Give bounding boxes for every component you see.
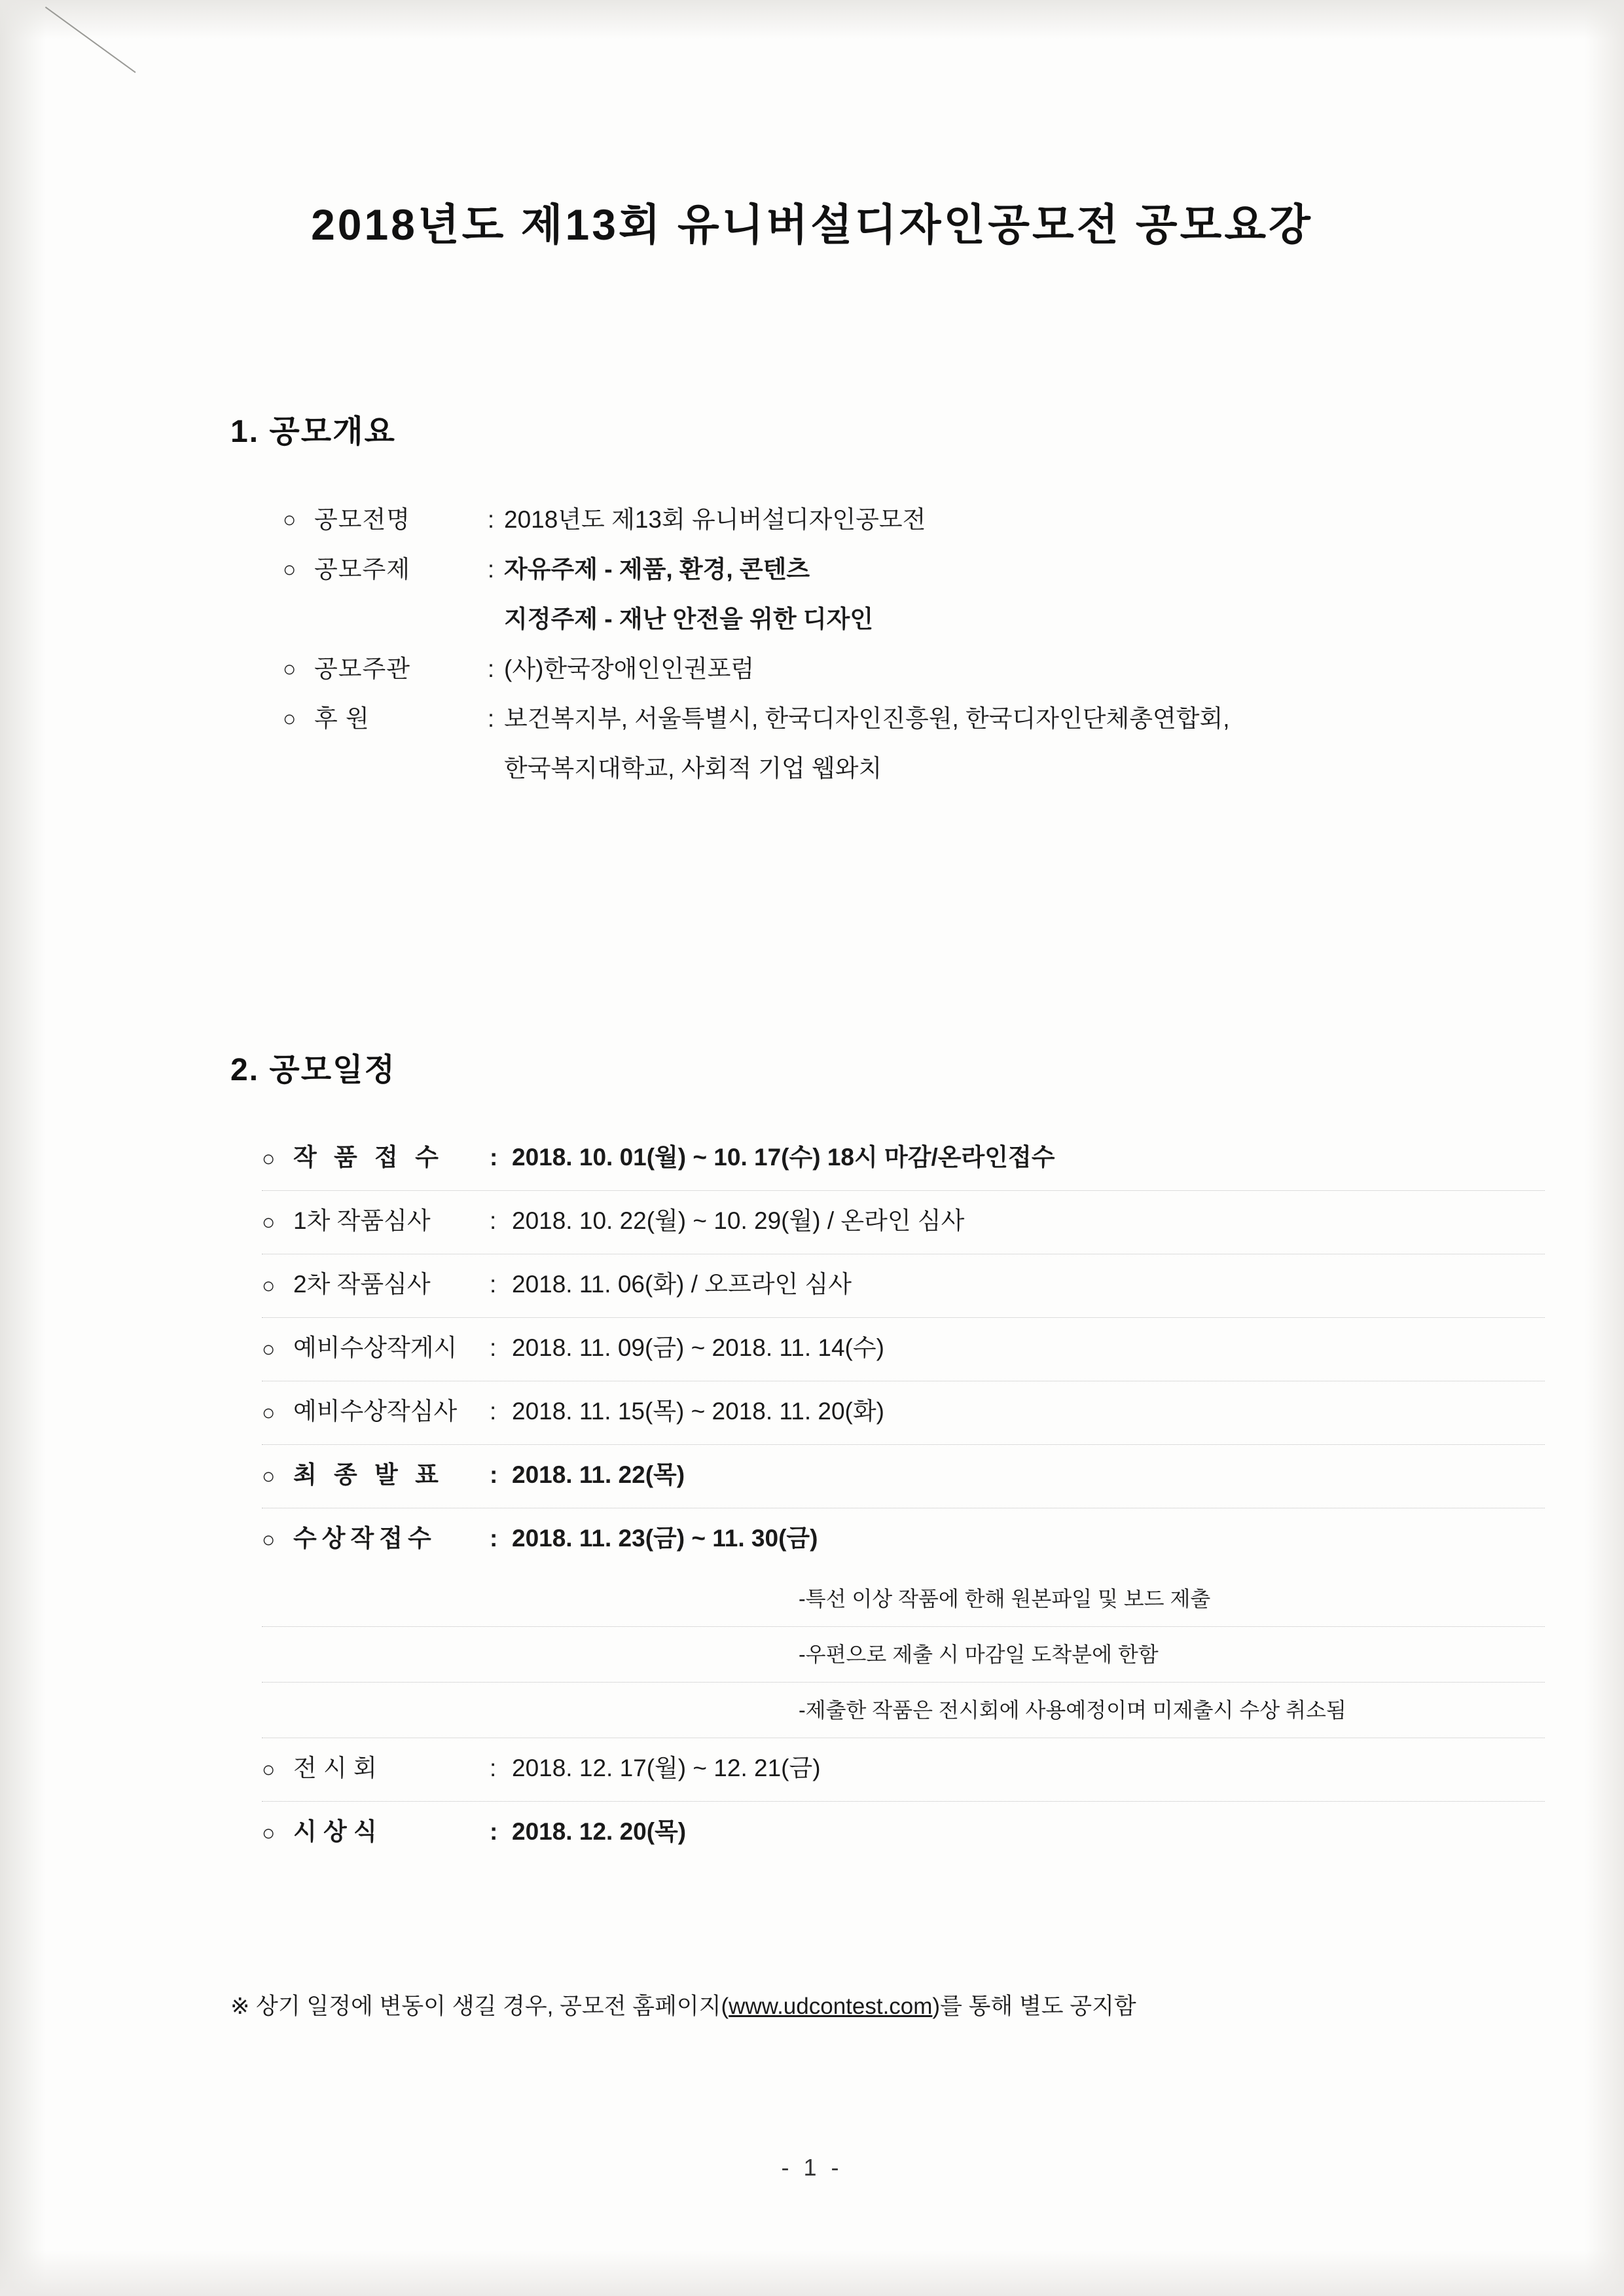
circle-bullet-icon: ○: [283, 507, 297, 532]
schedule-row: [262, 1802, 1545, 1865]
contest-website-link[interactable]: www.udcontest.com: [729, 1994, 933, 2019]
circle-bullet-icon: ○: [283, 657, 297, 682]
schedule-row-value: 2018. 11. 06(화) / 오프라인 심사: [512, 1271, 852, 1298]
page-title: 2018년도 제13회 유니버설디자인공모전 공모요강: [311, 200, 1313, 249]
schedule-sub-note: -특선 이상 작품에 한해 원본파일 및 보드 제출: [262, 1571, 1545, 1627]
schedule-change-footnote: [230, 1987, 1136, 2026]
circle-bullet-icon: ○: [262, 1821, 276, 1846]
schedule-row-colon: :: [490, 1818, 498, 1845]
circle-bullet-icon: ○: [262, 1757, 276, 1782]
schedule-sub-note: -우편으로 제출 시 마감일 도착분에 한함: [262, 1627, 1545, 1683]
overview-item: [283, 499, 1526, 541]
circle-bullet-icon: ○: [262, 1146, 276, 1171]
schedule-row-value: 2018. 11. 15(목) ~ 2018. 11. 20(화): [512, 1398, 884, 1425]
circle-bullet-icon: ○: [262, 1210, 276, 1235]
schedule-table: [262, 1127, 1545, 1865]
schedule-row-label: 전 시 회: [293, 1755, 377, 1781]
schedule-row: [262, 1381, 1545, 1445]
schedule-row: [262, 1508, 1545, 1571]
schedule-row: [262, 1254, 1545, 1318]
overview-item-label: 공모전명: [314, 506, 410, 533]
circle-bullet-icon: ○: [262, 1464, 276, 1489]
overview-item: [283, 698, 1526, 740]
footnote-prefix: ※ 상기 일정에 변동이 생길 경우, 공모전 홈페이지(: [230, 1994, 729, 2019]
schedule-row-value: 2018. 11. 09(금) ~ 2018. 11. 14(수): [512, 1334, 884, 1361]
overview-item-colon: :: [487, 705, 495, 732]
schedule-row-value: 2018. 12. 17(월) ~ 12. 21(금): [512, 1755, 821, 1781]
page-number: - 1 -: [781, 2154, 843, 2181]
circle-bullet-icon: ○: [262, 1273, 276, 1298]
overview-item-colon: :: [487, 506, 495, 533]
schedule-row-label: 예비수상작심사: [293, 1398, 458, 1425]
schedule-row-label: 1차 작품심사: [293, 1207, 431, 1234]
overview-list: [283, 499, 1526, 797]
schedule-row-colon: :: [490, 1207, 497, 1234]
footnote-suffix: )를 통해 별도 공지함: [932, 1994, 1136, 2019]
schedule-row: [262, 1318, 1545, 1381]
schedule-row: [262, 1445, 1545, 1508]
circle-bullet-icon: ○: [262, 1527, 276, 1552]
schedule-row-label: 시 상 식: [293, 1818, 377, 1845]
schedule-row-colon: :: [490, 1271, 497, 1298]
overview-item-label: 후 원: [314, 705, 370, 732]
schedule-row-value: 2018. 10. 01(월) ~ 10. 17(수) 18시 마감/온라인접수: [512, 1144, 1055, 1171]
schedule-row-value: 2018. 11. 22(목): [512, 1461, 685, 1488]
schedule-row-colon: :: [490, 1461, 498, 1488]
schedule-row: [262, 1738, 1545, 1802]
section-heading-schedule: 2. 공모일정: [230, 1053, 396, 1087]
schedule-row-colon: :: [490, 1334, 497, 1361]
schedule-row-label: 2차 작품심사: [293, 1271, 431, 1298]
schedule-sub-note: -제출한 작품은 전시회에 사용예정이며 미제출시 수상 취소됨: [262, 1683, 1545, 1738]
overview-item-value: (사)한국장애인인권포럼: [504, 655, 755, 682]
overview-item-label: 공모주관: [314, 655, 410, 682]
overview-item: [283, 549, 1526, 591]
schedule-row-label: 작 품 접 수: [293, 1144, 444, 1171]
schedule-row-value: 2018. 12. 20(목): [512, 1818, 687, 1845]
overview-item-continuation: 한국복지대학교, 사회적 기업 웹와치: [504, 755, 882, 782]
overview-item-value: 자유주제 - 제품, 환경, 콘텐츠: [504, 556, 810, 583]
overview-item-value: 보건복지부, 서울특별시, 한국디자인진흥원, 한국디자인단체총연합회,: [504, 705, 1230, 732]
circle-bullet-icon: ○: [262, 1337, 276, 1362]
circle-bullet-icon: ○: [283, 706, 297, 731]
schedule-row: [262, 1191, 1545, 1254]
overview-item-value: 2018년도 제13회 유니버설디자인공모전: [504, 506, 926, 533]
circle-bullet-icon: ○: [262, 1400, 276, 1425]
schedule-row: [262, 1127, 1545, 1191]
overview-item: [283, 648, 1526, 690]
schedule-row-value: 2018. 10. 22(월) ~ 10. 29(월) / 온라인 심사: [512, 1207, 965, 1234]
overview-item-colon: :: [487, 655, 495, 682]
schedule-row-colon: :: [490, 1398, 497, 1425]
schedule-row-value: 2018. 11. 23(금) ~ 11. 30(금): [512, 1525, 818, 1552]
schedule-row-colon: :: [490, 1755, 497, 1781]
overview-item-colon: :: [487, 556, 495, 583]
schedule-row-label: 예비수상작게시: [293, 1334, 458, 1361]
overview-item-label: 공모주제: [314, 556, 410, 583]
schedule-row-label: 수상작접수: [293, 1525, 437, 1552]
circle-bullet-icon: ○: [283, 557, 297, 582]
schedule-row-colon: :: [490, 1525, 498, 1552]
schedule-row-label: 최 종 발 표: [293, 1461, 444, 1488]
section-heading-overview: 1. 공모개요: [230, 414, 396, 449]
schedule-row-colon: :: [490, 1144, 498, 1171]
overview-item-continuation: 지정주제 - 재난 안전을 위한 디자인: [504, 606, 874, 632]
